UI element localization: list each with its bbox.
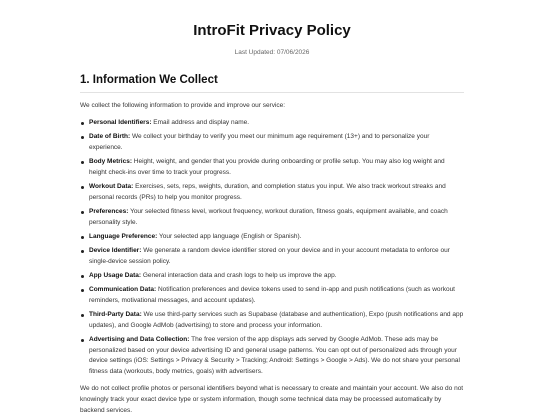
bullet-icon [81, 236, 84, 239]
list-item-text: The free version of the app displays ads served by Google AdMob. These ads may be personalized based on your device advertising ID and general usage patterns. You can opt out of personalized ads through your device settings (iOS: Settings > Privacy & Security > Tracking; Android: Settings > Google > Ads). We do not share your personal fitness data (workouts, body metrics, goals) with advertisers. [89, 335, 460, 375]
page-title: IntroFit Privacy Policy [193, 22, 351, 39]
list-item [80, 207, 464, 228]
bullet-icon [81, 211, 84, 214]
bullet-icon [81, 250, 84, 253]
list-item [80, 118, 464, 129]
list-item-text: Email address and display name. [151, 119, 250, 126]
section-divider [80, 92, 464, 93]
list-item-label: Personal Identifiers: [89, 119, 152, 126]
list-item-label: Device Identifier: [89, 247, 142, 255]
list-item-label: Advertising and Data Collection: [89, 335, 190, 343]
list-item-label: Communication Data: [89, 286, 157, 294]
bullet-icon [81, 289, 84, 292]
closing-paragraph: We do not collect profile photos or personal identifiers beyond what is necessary to create and maintain your account. We also do not knowingly track your exact device type or system information, though some technical data may be processed automatically by backend services. [80, 385, 464, 414]
list-item-label: Body Metrics: [89, 158, 132, 166]
list-item-label: Preferences: [89, 207, 129, 215]
list-item-text: We collect your birthday to verify you meet our minimum age requirement (13+) and to personalize your experience. [89, 133, 430, 151]
list-item-text: Your selected fitness level, workout frequency, workout duration, fitness goals, equipment available, and coach personality style. [89, 207, 448, 226]
list-item-text: We generate a random device identifier stored on your device and in your account metadata to enforce our single-device session policy. [89, 247, 450, 265]
list-item [80, 182, 464, 203]
list-item [80, 310, 464, 331]
list-item-label: Third-Party Data: [89, 311, 142, 319]
bullet-icon [81, 161, 84, 164]
list-item [80, 271, 464, 282]
section-intro: We collect the following information to provide and improve our service: [80, 102, 286, 109]
list-item [80, 335, 464, 377]
list-item-text: Exercises, sets, reps, weights, duration, and completion status you input. We also track workout streaks and personal records (PRs) to help you monitor progress. [89, 183, 446, 201]
list-item-text: General interaction data and crash logs to help us improve the app. [141, 271, 337, 279]
bullet-icon [81, 275, 84, 278]
list-item-label: Language Preference: [89, 232, 158, 240]
bullet-icon [81, 314, 84, 317]
list-item [80, 285, 464, 306]
section-heading: 1. Information We Collect [80, 74, 218, 86]
bullet-icon [81, 136, 84, 139]
list-item-text: Height, weight, and gender that you provide during onboarding or profile setup. You may also log weight and height check-ins over time to track your progress. [89, 158, 445, 176]
list-item-label: Workout Data: [89, 183, 134, 191]
list-item [80, 246, 464, 267]
list-item [80, 157, 464, 178]
list-item-text: Your selected app language (English or Spanish). [157, 232, 302, 240]
list-item [80, 132, 464, 153]
list-item-text: We use third-party services such as Supabase (database and authentication), Expo (push notifications and app updates), and Google AdMob (advertising) to store and process your information. [89, 311, 464, 329]
list-item-text: Notification preferences and device tokens used to send in-app and push notifications (such as workout reminders, motivational messages, and account updates). [89, 286, 455, 304]
list-item-label: Date of Birth: [89, 133, 131, 141]
bullet-icon [81, 339, 84, 342]
bullet-icon [81, 186, 84, 189]
bullet-icon [81, 122, 84, 125]
list-item-label: App Usage Data: [89, 271, 142, 279]
information-list [80, 118, 464, 377]
last-updated-date: Last Updated: 07/06/2026 [234, 49, 310, 56]
list-item [80, 232, 464, 243]
